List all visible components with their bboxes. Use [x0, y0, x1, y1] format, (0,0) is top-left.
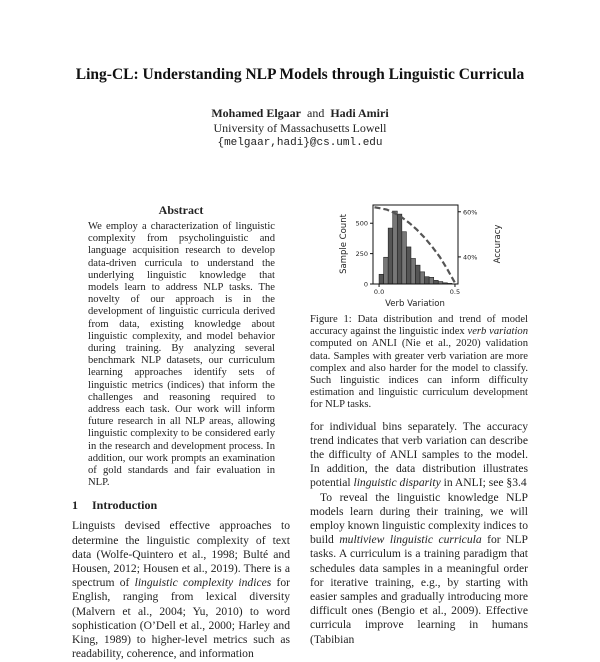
histogram-bar [406, 247, 411, 284]
email: {melgaar,hadi}@cs.uml.edu [217, 137, 383, 149]
right-y-axis-label: Accuracy [493, 224, 503, 264]
right-y-tick-label: 40% [463, 253, 478, 262]
histogram-bar [434, 280, 439, 284]
author-name: Hadi Amiri [330, 106, 389, 120]
emphasis: verb variation [467, 326, 528, 338]
figure-caption [310, 314, 528, 412]
abstract-heading: Abstract [158, 203, 204, 217]
right-column-text [310, 420, 528, 647]
section-title: Introduction [92, 498, 158, 513]
histogram-bar [393, 211, 398, 284]
text-run: To reveal the linguistic knowledge NLP models learn during their training, we will employ known linguistic complexity indices to build [310, 490, 528, 547]
histogram-bar [384, 257, 389, 284]
histogram-bar [416, 265, 421, 284]
y-axis-label: Sample Count [339, 214, 349, 274]
text-run: in ANLI; see §3.4 [440, 476, 527, 490]
figure-1-chart [320, 198, 530, 308]
right-y-tick-label: 60% [463, 208, 478, 217]
intro-paragraph [72, 519, 290, 661]
text-run: for NLP tasks. A curriculum is a training paradigm that schedules data samples in a meaningful order for iterative training, e.g., by starting with easier samples and gradually introducing more difficult ones (Bengio et al., 2009). Effective curricula improve learning in humans (Tabibian [310, 533, 529, 646]
affiliation: University of Massachusetts Lowell [213, 121, 387, 135]
emphasis: multiview linguistic curricula [339, 533, 482, 547]
y-tick-label: 250 [355, 250, 368, 259]
section-number: 1 [72, 498, 78, 513]
histogram-bar [420, 272, 425, 284]
text-run: computed on ANLI (Nie et al., 2020) validation data. Samples with greater verb variation are more complex and also harder for the model to classify. Such linguistic indices can inform difficulty estimation and linguistic curriculum development for NLP tasks. [310, 338, 528, 411]
x-axis-label: Verb Variation [385, 299, 445, 308]
paragraph [310, 420, 528, 491]
section-heading [72, 498, 290, 513]
abstract-text: We employ a characterization of linguistic complexity from psycholinguistic and language acquisition research to develop data-driven curricula to understand the underlying linguistic knowledge that models learn to address NLP tasks. The novelty of our approach is in the development of linguistic curricula derived from data, existing knowledge about linguistic complexity, and model behavior during training. By analyzing several benchmark NLP datasets, our curriculum learning approaches identify sets of linguistic metrics (indices) that inform the challenges and reasoning required to address each task. Our work will inform future research in all NLP areas, allowing linguistic complexity to be considered early in the research and development process. In addition, our work prompts an examination of gold standards and fair evaluation in NLP. [88, 221, 275, 489]
author-conjunction: and [307, 106, 325, 120]
x-tick-label: 0.5 [449, 288, 461, 296]
y-tick-label: 0 [363, 280, 368, 289]
paragraph [310, 491, 528, 647]
histogram-bar [388, 228, 393, 284]
left-column [72, 203, 290, 662]
text-run: Linguists devised effective approaches to determine the linguistic complexity of text data (Wolfe-Quintero et al., 1998; Bulté and Housen, 2012; Housen et al., 2019). There is a spectrum of [72, 519, 290, 590]
x-tick-label: 0.0 [373, 288, 385, 296]
histogram-bar [425, 277, 430, 284]
text-run: for English, ranging from lexical diversity (Malvern et al., 2004; Yu, 2010) to word sophistication (O’Dell et al., 2000; Harley and King, 1989) to higher-level metrics such as readability, coherence, and information [72, 576, 291, 661]
text-run: Figure 1: Data distribution and trend of model accuracy against the linguistic index [310, 314, 528, 338]
histogram-bar [379, 274, 384, 284]
histogram-bars [379, 211, 452, 284]
right-column [310, 198, 528, 647]
histogram-bar [429, 277, 434, 284]
histogram-bar [411, 258, 416, 284]
text-run: for individual bins separately. The accuracy trend indicates that verb variation can describe the difficulty of ANLI samples to the model. In addition, the data distribution illustrates potential [310, 419, 528, 490]
y-tick-label: 500 [355, 219, 368, 228]
histogram-bar [402, 232, 407, 284]
paper-title: Ling-CL: Understanding NLP Models through Linguistic Curricula [75, 66, 525, 83]
emphasis: linguistic complexity indices [134, 576, 272, 590]
author-name: Mohamed Elgaar [211, 106, 301, 120]
emphasis: linguistic disparity [353, 476, 441, 490]
histogram-bar [397, 214, 402, 284]
author-block [0, 106, 600, 151]
